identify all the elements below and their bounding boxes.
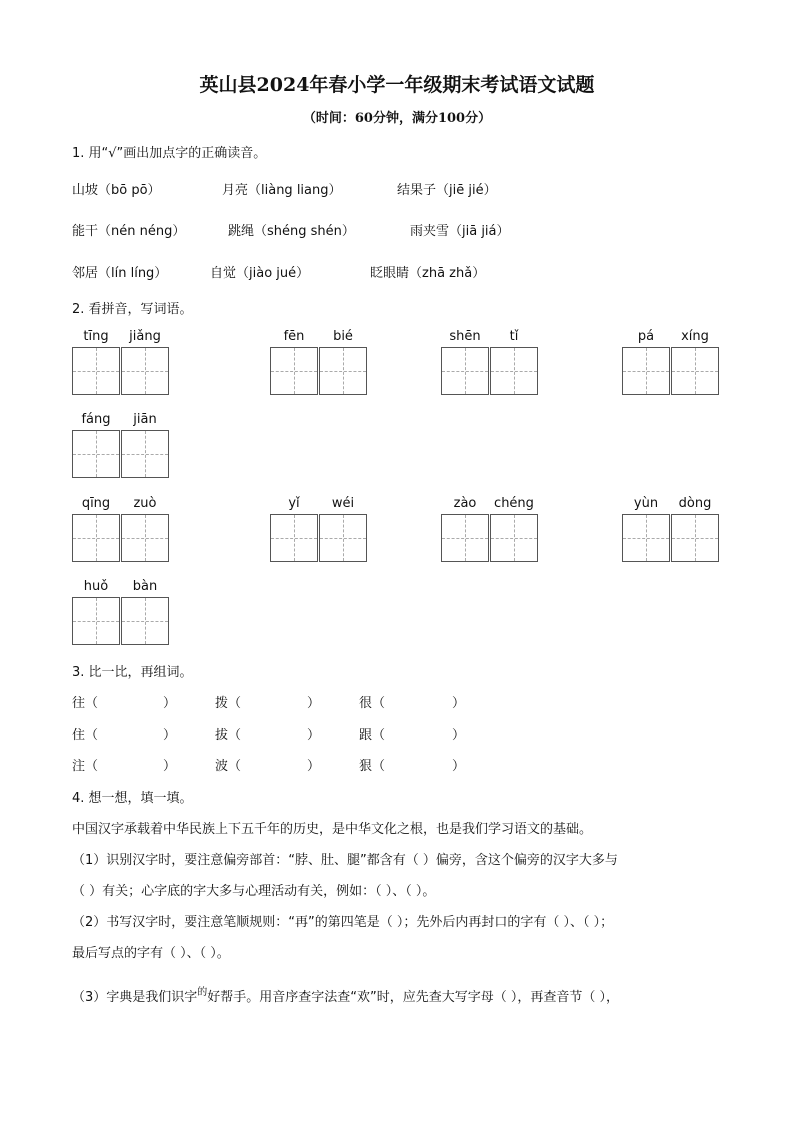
compare-char: 往（ [72, 696, 99, 711]
writing-box[interactable] [270, 514, 318, 562]
writing-box[interactable] [121, 597, 169, 645]
compare-char: 拨（ [215, 696, 242, 711]
compare-char: 拔（ [215, 728, 242, 743]
q4-part1-line2: （ ）有关；心字底的字大多与心理活动有关，例如：（ ）、（ ）。 [72, 884, 436, 899]
writing-box[interactable] [72, 597, 120, 645]
writing-box[interactable] [72, 347, 120, 395]
pinyin: tīng [83, 329, 109, 344]
pinyin: pá [637, 329, 655, 344]
pinyin: dòng [678, 496, 712, 511]
q4-part2-line2: 最后写点的字有（ ）、（ ）。 [72, 946, 230, 961]
bracket-close: ） [163, 728, 177, 743]
pinyin: jiǎng [129, 329, 161, 344]
q1-prompt: 1. 用“√”画出加点字的正确读音。 [72, 146, 267, 161]
q1-item: 自觉（jiào jué） [210, 266, 310, 281]
writing-box[interactable] [490, 347, 538, 395]
pinyin: shēn [449, 329, 481, 344]
q2-prompt: 2. 看拼音，写词语。 [72, 302, 193, 317]
pinyin: bié [333, 329, 353, 344]
bracket-close: ） [452, 696, 466, 711]
q1-item: 雨夹雪（jiā jiá） [410, 224, 510, 239]
writing-box[interactable] [121, 347, 169, 395]
pinyin: tǐ [509, 329, 519, 344]
writing-box[interactable] [490, 514, 538, 562]
q1-item: 跳绳（shéng shén） [228, 224, 355, 239]
q4-part3-text-b: 好帮手。用音序查字法查“欢”时，应先查大写字母（ ），再查音节（ ）， [207, 990, 620, 1005]
pinyin: fēn [283, 329, 305, 344]
writing-box[interactable] [671, 514, 719, 562]
compare-char: 住（ [72, 728, 99, 743]
pinyin: wéi [331, 496, 355, 511]
bracket-close: ） [452, 728, 466, 743]
compare-char: 波（ [215, 759, 242, 774]
pinyin: xíng [681, 329, 709, 344]
pinyin: bàn [132, 579, 158, 594]
writing-box[interactable] [441, 347, 489, 395]
pinyin: zào [453, 496, 477, 511]
q3-prompt: 3. 比一比，再组词。 [72, 665, 193, 680]
q4-part3-text-a: （3）字典是我们识字 [72, 990, 198, 1005]
bracket-close: ） [163, 696, 177, 711]
writing-box[interactable] [622, 347, 670, 395]
q4-part2-line1: （2）书写汉字时，要注意笔顺规则：“再”的第四笔是（ ）；先外后内再封口的字有（ ）、（ ）； [72, 915, 614, 930]
writing-box[interactable] [121, 430, 169, 478]
compare-char: 很（ [359, 696, 386, 711]
pinyin: yǐ [288, 496, 300, 511]
q4-prompt: 4. 想一想，填一填。 [72, 791, 193, 806]
writing-box[interactable] [671, 347, 719, 395]
writing-box[interactable] [319, 514, 367, 562]
bracket-close: ） [307, 696, 321, 711]
page-title: 英山县2024年春小学一年级期末考试语文试题 [199, 74, 595, 96]
q1-item: 能干（nén néng） [72, 224, 186, 239]
writing-box[interactable] [441, 514, 489, 562]
bracket-close: ） [307, 728, 321, 743]
q1-item: 眨眼睛（zhā zhǎ） [370, 266, 486, 281]
bracket-close: ） [452, 759, 466, 774]
pinyin: yùn [633, 496, 659, 511]
writing-box[interactable] [270, 347, 318, 395]
q1-item: 邻居（lín líng） [72, 266, 168, 281]
exam-info: （时间：60分钟，满分100分） [302, 111, 492, 126]
q1-item: 山坡（bō pō） [72, 183, 161, 198]
pinyin: jiān [133, 412, 157, 427]
q4-intro: 中国汉字承载着中华民族上下五千年的历史，是中华文化之根，也是我们学习语文的基础。 [72, 822, 593, 837]
writing-box[interactable] [319, 347, 367, 395]
compare-char: 注（ [72, 759, 99, 774]
pinyin: fáng [81, 412, 111, 427]
writing-box[interactable] [72, 430, 120, 478]
compare-char: 狠（ [359, 759, 386, 774]
q1-item: 月亮（liàng liang） [222, 183, 342, 198]
pinyin: qīng [81, 496, 111, 511]
bracket-close: ） [163, 759, 177, 774]
compare-char: 跟（ [359, 728, 386, 743]
pinyin: zuò [133, 496, 157, 511]
pinyin: huǒ [83, 579, 109, 594]
writing-box[interactable] [72, 514, 120, 562]
writing-box[interactable] [121, 514, 169, 562]
q4-part3-superscript: 的 [197, 987, 208, 998]
writing-box[interactable] [622, 514, 670, 562]
q4-part3-line1 [72, 983, 619, 1005]
q4-part1-line1: （1）识别汉字时，要注意偏旁部首：“脖、肚、腿”都含有（ ）偏旁，含这个偏旁的汉字大多与 [72, 853, 618, 868]
pinyin: chéng [494, 496, 534, 511]
q1-item: 结果子（jiē jié） [397, 183, 497, 198]
bracket-close: ） [307, 759, 321, 774]
